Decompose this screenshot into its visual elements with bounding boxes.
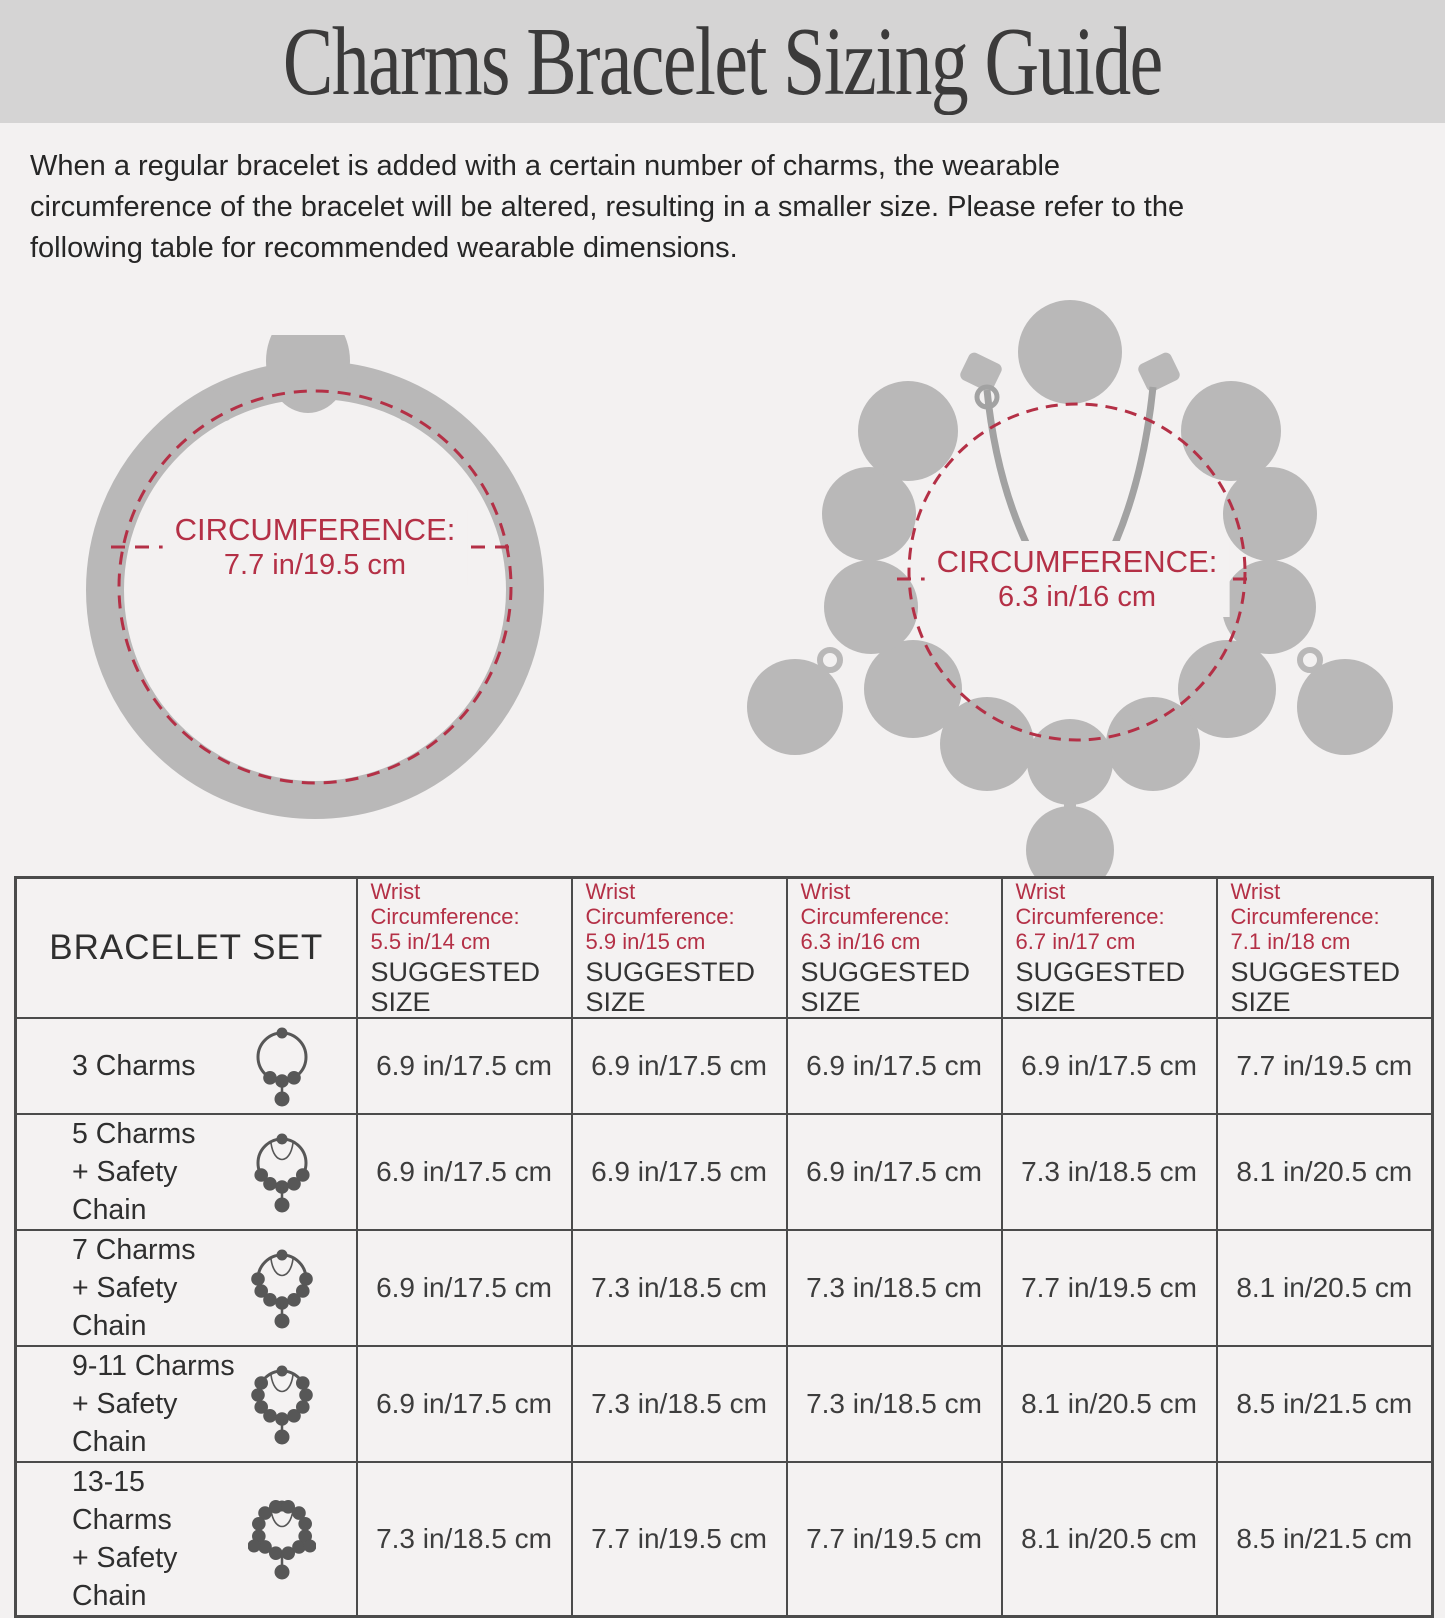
- circumference-label-plain: [163, 509, 468, 585]
- size-cell: 6.9 in/17.5 cm: [572, 1018, 787, 1114]
- suggested-size-label: SUGGESTED SIZE: [370, 957, 541, 1017]
- size-cell: 8.1 in/20.5 cm: [1002, 1462, 1217, 1617]
- table-row: [16, 1018, 1433, 1114]
- circumference-value: 7.7 in/19.5 cm: [223, 549, 407, 582]
- wrist-column-header: [787, 878, 1002, 1019]
- circumference-value: 6.3 in/16 cm: [998, 581, 1156, 614]
- intro-line: following table for recommended wearable dimensions.: [30, 232, 738, 264]
- size-cell: 7.7 in/19.5 cm: [1217, 1018, 1433, 1114]
- wrist-column-header: [1002, 878, 1217, 1019]
- bracelet-set-cell: [16, 1230, 357, 1346]
- suggested-size-label: SUGGESTED SIZE: [585, 957, 756, 1017]
- wrist-circumference-value: 6.7 in/17 cm: [1015, 929, 1136, 954]
- plain-bracelet-illustration: [75, 335, 635, 865]
- circumference-caption: CIRCUMFERENCE:: [174, 512, 456, 548]
- size-cell: 7.3 in/18.5 cm: [357, 1462, 572, 1617]
- plain-bracelet-diagram: [75, 335, 635, 865]
- size-cell: 7.3 in/18.5 cm: [787, 1230, 1002, 1346]
- size-cell: 6.9 in/17.5 cm: [572, 1114, 787, 1230]
- intro-line: circumference of the bracelet will be altered, resulting in a smaller size. Please refer to the: [30, 191, 1185, 223]
- size-cell: 8.1 in/20.5 cm: [1217, 1230, 1433, 1346]
- bracelet-set-cell: [16, 1462, 357, 1617]
- suggested-size-label: SUGGESTED SIZE: [800, 957, 971, 1017]
- wrist-circumference-value: 5.5 in/14 cm: [370, 929, 491, 954]
- size-cell: 7.3 in/18.5 cm: [572, 1230, 787, 1346]
- wrist-column-header: [357, 878, 572, 1019]
- size-cell: 6.9 in/17.5 cm: [357, 1230, 572, 1346]
- wrist-circumference-label: Wrist Circumference:: [800, 879, 950, 929]
- bracelet-set-icon: [248, 1494, 316, 1584]
- wrist-circumference-value: 5.9 in/15 cm: [585, 929, 706, 954]
- size-cell: 7.3 in/18.5 cm: [787, 1346, 1002, 1462]
- wrist-circumference-label: Wrist Circumference:: [1015, 879, 1165, 929]
- wrist-column-header: [1217, 878, 1433, 1019]
- size-cell: 6.9 in/17.5 cm: [1002, 1018, 1217, 1114]
- wrist-column-header: [572, 878, 787, 1019]
- bracelet-set-icon: [248, 1021, 316, 1111]
- table-header-row: [16, 878, 1433, 1019]
- wrist-circumference-label: Wrist Circumference:: [370, 879, 520, 929]
- wrist-circumference-value: 6.3 in/16 cm: [800, 929, 921, 954]
- bracelet-set-cell: [16, 1114, 357, 1230]
- size-cell: 8.5 in/21.5 cm: [1217, 1346, 1433, 1462]
- circumference-label-charms: [925, 541, 1230, 617]
- bracelet-set-cell: [16, 1018, 357, 1114]
- charm-bracelet-diagram: [725, 295, 1425, 895]
- size-cell: 8.1 in/20.5 cm: [1002, 1346, 1217, 1462]
- size-cell: 7.7 in/19.5 cm: [1002, 1230, 1217, 1346]
- bracelet-set-icon: [248, 1359, 316, 1449]
- size-cell: 7.7 in/19.5 cm: [787, 1462, 1002, 1617]
- table-row: [16, 1230, 1433, 1346]
- header-band: [0, 0, 1445, 123]
- page-title: Charms Bracelet Sizing Guide: [283, 8, 1162, 115]
- intro-text: [30, 146, 1430, 269]
- bracelet-set-header: BRACELET SET: [16, 878, 357, 1019]
- bracelet-set-label: 9-11 Charms + Safety Chain: [72, 1350, 235, 1458]
- intro-line: When a regular bracelet is added with a certain number of charms, the wearable: [30, 150, 1061, 182]
- size-cell: 7.3 in/18.5 cm: [1002, 1114, 1217, 1230]
- bracelet-set-label: 13-15 Charms + Safety Chain: [72, 1466, 178, 1612]
- suggested-size-label: SUGGESTED SIZE: [1015, 957, 1186, 1017]
- table-row: [16, 1114, 1433, 1230]
- table-row: [16, 1462, 1433, 1617]
- size-cell: 7.3 in/18.5 cm: [572, 1346, 787, 1462]
- size-cell: 6.9 in/17.5 cm: [787, 1114, 1002, 1230]
- wrist-circumference-value: 7.1 in/18 cm: [1230, 929, 1351, 954]
- wrist-circumference-label: Wrist Circumference:: [585, 879, 735, 929]
- suggested-size-label: SUGGESTED SIZE: [1230, 957, 1401, 1017]
- sizing-table: [14, 876, 1434, 1618]
- size-cell: 6.9 in/17.5 cm: [357, 1114, 572, 1230]
- size-cell: 7.7 in/19.5 cm: [572, 1462, 787, 1617]
- bracelet-set-label: 3 Charms: [72, 1050, 196, 1082]
- bracelet-set-icon: [248, 1243, 316, 1333]
- size-cell: 6.9 in/17.5 cm: [357, 1346, 572, 1462]
- bracelet-set-icon: [248, 1127, 316, 1217]
- size-cell: 8.5 in/21.5 cm: [1217, 1462, 1433, 1617]
- size-cell: 6.9 in/17.5 cm: [787, 1018, 1002, 1114]
- bracelet-set-label: 7 Charms + Safety Chain: [72, 1234, 196, 1342]
- wrist-circumference-label: Wrist Circumference:: [1230, 879, 1380, 929]
- size-cell: 8.1 in/20.5 cm: [1217, 1114, 1433, 1230]
- bracelet-set-label: 5 Charms + Safety Chain: [72, 1118, 196, 1226]
- circumference-caption: CIRCUMFERENCE:: [936, 544, 1218, 580]
- size-cell: 6.9 in/17.5 cm: [357, 1018, 572, 1114]
